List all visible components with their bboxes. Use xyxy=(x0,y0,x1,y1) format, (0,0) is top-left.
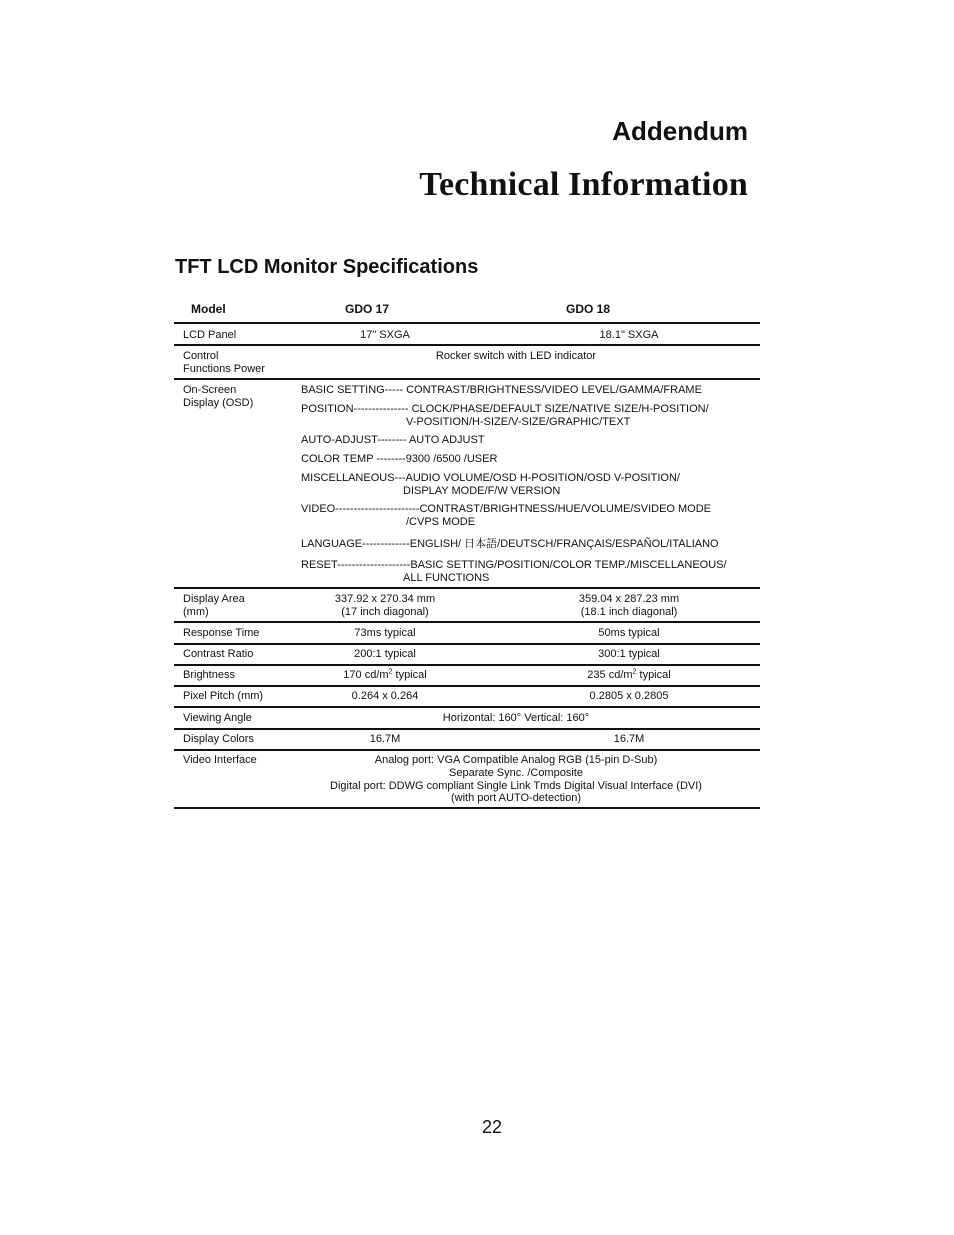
gdo18-value: 50ms typical xyxy=(598,627,660,639)
value-unit: typical xyxy=(392,669,427,681)
row-label: Video Interface xyxy=(183,754,257,766)
row-label: Functions Power xyxy=(183,363,265,375)
osd-line: POSITION--------------- CLOCK/PHASE/DEFAULT SIZE/NATIVE SIZE/H-POSITION/ xyxy=(301,403,709,415)
osd-line: ALL FUNCTIONS xyxy=(403,572,490,584)
gdo17-value xyxy=(300,669,470,682)
row-label: Display Area xyxy=(183,593,245,605)
shared-value: Horizontal: 160° Vertical: 160° xyxy=(442,712,590,724)
row-label: Brightness xyxy=(183,669,235,681)
addendum-heading: Addendum xyxy=(612,116,748,146)
row-label: Display Colors xyxy=(183,733,254,745)
gdo17-value: 73ms typical xyxy=(354,627,416,639)
table-rule xyxy=(174,728,760,730)
osd-line: LANGUAGE-------------ENGLISH/ 日本語/DEUTSCH/FRANÇAIS/ESPAÑOL/ITALIANO xyxy=(301,538,719,550)
gdo17-value: 337.92 x 270.34 mm xyxy=(334,593,436,605)
osd-line: /CVPS MODE xyxy=(406,516,476,528)
gdo18-value: 16.7M xyxy=(613,733,645,745)
table-rule xyxy=(174,587,760,589)
value-number: 235 cd/m xyxy=(587,669,633,681)
shared-value: Analog port: VGA Compatible Analog RGB (15-pin D-Sub) xyxy=(374,754,658,766)
gdo18-value: 359.04 x 287.23 mm xyxy=(578,593,680,605)
table-rule xyxy=(174,706,760,708)
row-label: Display (OSD) xyxy=(183,397,254,409)
gdo18-value: 300:1 typical xyxy=(598,648,660,660)
osd-line: RESET--------------------BASIC SETTING/POSITION/COLOR TEMP./MISCELLANEOUS/ xyxy=(301,559,727,571)
gdo17-value: 17" SXGA xyxy=(360,329,410,341)
value-unit: typical xyxy=(636,669,671,681)
osd-line: BASIC SETTING----- CONTRAST/BRIGHTNESS/VIDEO LEVEL/GAMMA/FRAME xyxy=(301,384,702,396)
value-superscript: 2 xyxy=(388,668,393,676)
osd-line: DISPLAY MODE/F/W VERSION xyxy=(403,485,561,497)
gdo17-value: 0.264 x 0.264 xyxy=(351,690,419,702)
row-label: Viewing Angle xyxy=(183,712,252,724)
gdo17-value: (17 inch diagonal) xyxy=(341,606,429,618)
table-rule xyxy=(174,378,760,380)
osd-line: COLOR TEMP --------9300 /6500 /USER xyxy=(301,453,498,465)
gdo17-value: 200:1 typical xyxy=(354,648,416,660)
gdo18-value xyxy=(544,669,714,682)
table-rule xyxy=(174,807,760,809)
table-rule xyxy=(174,749,760,751)
column-header-model: Model xyxy=(191,302,226,316)
osd-line: AUTO-ADJUST-------- AUTO ADJUST xyxy=(301,434,485,446)
table-rule xyxy=(174,322,760,324)
row-label: Pixel Pitch (mm) xyxy=(183,690,264,702)
osd-line: V-POSITION/H-SIZE/V-SIZE/GRAPHIC/TEXT xyxy=(406,416,631,428)
column-header-gdo17: GDO 17 xyxy=(345,302,390,316)
page-title: Technical Information xyxy=(419,166,748,203)
row-label: Response Time xyxy=(183,627,260,639)
column-header-gdo18: GDO 18 xyxy=(566,302,611,316)
shared-value: Digital port: DDWG compliant Single Link Tmds Digital Visual Interface (DVI) xyxy=(330,780,702,792)
shared-value: Rocker switch with LED indicator xyxy=(435,350,597,362)
osd-line: MISCELLANEOUS---AUDIO VOLUME/OSD H-POSITION/OSD V-POSITION/ xyxy=(301,472,680,484)
gdo17-value: 16.7M xyxy=(369,733,401,745)
row-label: Contrast Ratio xyxy=(183,648,254,660)
table-rule xyxy=(174,643,760,645)
gdo18-value: 0.2805 x 0.2805 xyxy=(589,690,669,702)
row-label: Control xyxy=(183,350,219,362)
table-rule xyxy=(174,344,760,346)
osd-line: VIDEO-----------------------CONTRAST/BRIGHTNESS/HUE/VOLUME/SVIDEO MODE xyxy=(301,503,712,515)
table-rule xyxy=(174,621,760,623)
gdo18-value: 18.1" SXGA xyxy=(599,329,659,341)
table-rule xyxy=(174,685,760,687)
shared-value: Separate Sync. /Composite xyxy=(449,767,583,779)
row-label: LCD Panel xyxy=(183,329,237,341)
table-rule xyxy=(174,664,760,666)
shared-value: (with port AUTO-detection) xyxy=(450,792,581,804)
value-superscript: 2 xyxy=(632,668,637,676)
row-label: On-Screen xyxy=(183,384,237,396)
section-title: TFT LCD Monitor Specifications xyxy=(175,256,479,278)
row-label: (mm) xyxy=(183,606,209,618)
page-number: 22 xyxy=(481,1117,503,1137)
gdo18-value: (18.1 inch diagonal) xyxy=(580,606,678,618)
value-number: 170 cd/m xyxy=(343,669,389,681)
